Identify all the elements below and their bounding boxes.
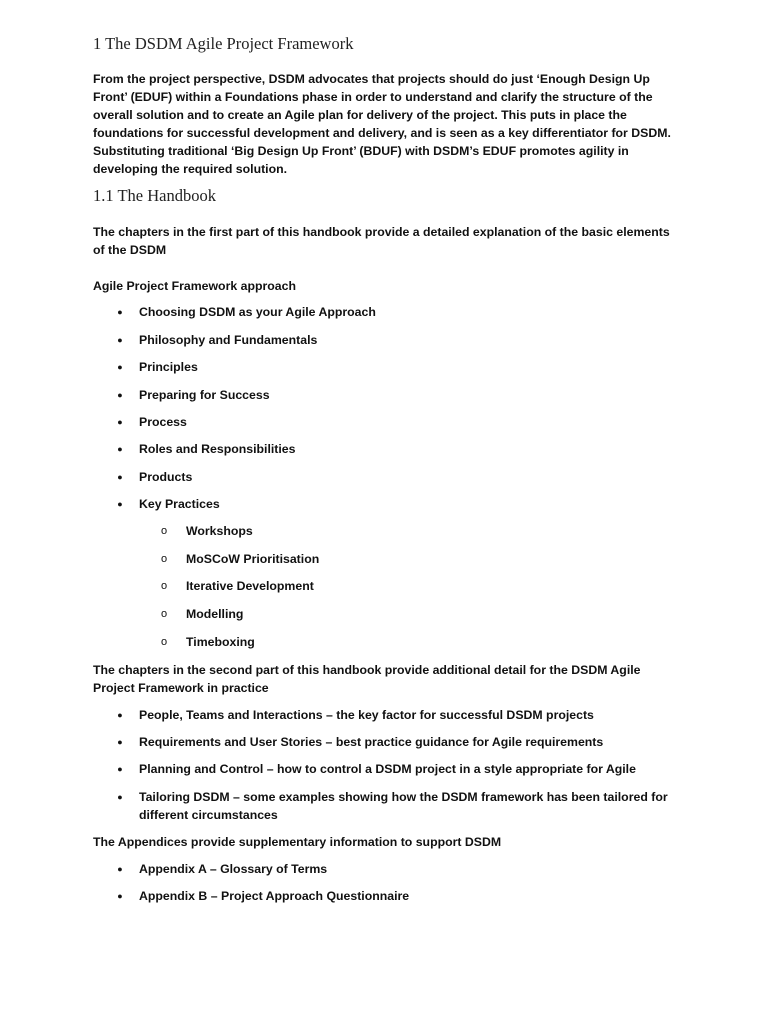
bullet-icon: ● [117, 864, 123, 874]
sub-list-item: o Modelling [161, 607, 244, 621]
bullet-icon: ● [117, 472, 123, 482]
bullet-icon: ● [117, 792, 123, 802]
list-item: ● Planning and Control – how to control a DSDM project in a style appropriate for Agile [139, 760, 679, 778]
list-item: ● Philosophy and Fundamentals [139, 331, 679, 349]
section-title: 1.1 The Handbook [93, 186, 216, 205]
appendices-intro-paragraph: The Appendices provide supplementary information to support DSDM [93, 835, 502, 849]
circle-bullet-icon: o [161, 525, 168, 537]
list-item: ● Products [139, 468, 679, 486]
list-item: ● Roles and Responsibilities [139, 440, 679, 458]
list-item: ● Process [139, 413, 679, 431]
circle-bullet-icon: o [161, 608, 168, 620]
bullet-icon: ● [117, 737, 123, 747]
intro-paragraph: From the project perspective, DSDM advocates that projects should do just ‘Enough Design Up Front’ (EDUF) within a Foundations phase in order to understand and clarify the structure of the overall solution and to create an Agile plan for delivery of the project. This puts in place the foundations for successful development and delivery, and is seen as a key differentiator for DSDM. Substituting traditional ‘Big Design Up Front’ (BDUF) with DSDM’s EDUF promotes agility in developing the required solution. [93, 72, 671, 176]
sub-list-item: o Iterative Development [161, 579, 314, 593]
bullet-icon: ● [117, 764, 123, 774]
approach-heading: Agile Project Framework approach [93, 279, 296, 293]
list-item: ● Tailoring DSDM – some examples showing how the DSDM framework has been tailored for different circumstances [139, 788, 679, 824]
list-item: ● Preparing for Success [139, 386, 679, 404]
circle-bullet-icon: o [161, 636, 168, 648]
list-item: ● Appendix B – Project Approach Questionnaire [139, 887, 679, 905]
sub-list-item: o Timeboxing [161, 635, 255, 649]
bullet-icon: ● [117, 499, 123, 509]
bullet-icon: ● [117, 444, 123, 454]
list-item: ● Principles [139, 358, 679, 376]
list-item: ● People, Teams and Interactions – the key factor for successful DSDM projects [139, 706, 679, 724]
sub-list-item: o MoSCoW Prioritisation [161, 552, 320, 566]
list-item: ● Key Practices [139, 495, 679, 513]
bullet-icon: ● [117, 362, 123, 372]
bullet-icon: ● [117, 307, 123, 317]
list-item: ● Choosing DSDM as your Agile Approach [139, 303, 679, 321]
bullet-icon: ● [117, 710, 123, 720]
bullet-icon: ● [117, 390, 123, 400]
sub-list-item: o Workshops [161, 524, 253, 538]
circle-bullet-icon: o [161, 553, 168, 565]
list-item: ● Requirements and User Stories – best practice guidance for Agile requirements [139, 733, 679, 751]
circle-bullet-icon: o [161, 580, 168, 592]
bullet-icon: ● [117, 891, 123, 901]
list-item: ● Appendix A – Glossary of Terms [139, 860, 679, 878]
bullet-icon: ● [117, 335, 123, 345]
part1-intro-paragraph: The chapters in the first part of this handbook provide a detailed explanation of the basic elements of the DSDM [93, 225, 670, 257]
part2-intro-paragraph: The chapters in the second part of this handbook provide additional detail for the DSDM Agile Project Framework in practice [93, 663, 641, 695]
page-title: 1 The DSDM Agile Project Framework [93, 34, 354, 53]
bullet-icon: ● [117, 417, 123, 427]
